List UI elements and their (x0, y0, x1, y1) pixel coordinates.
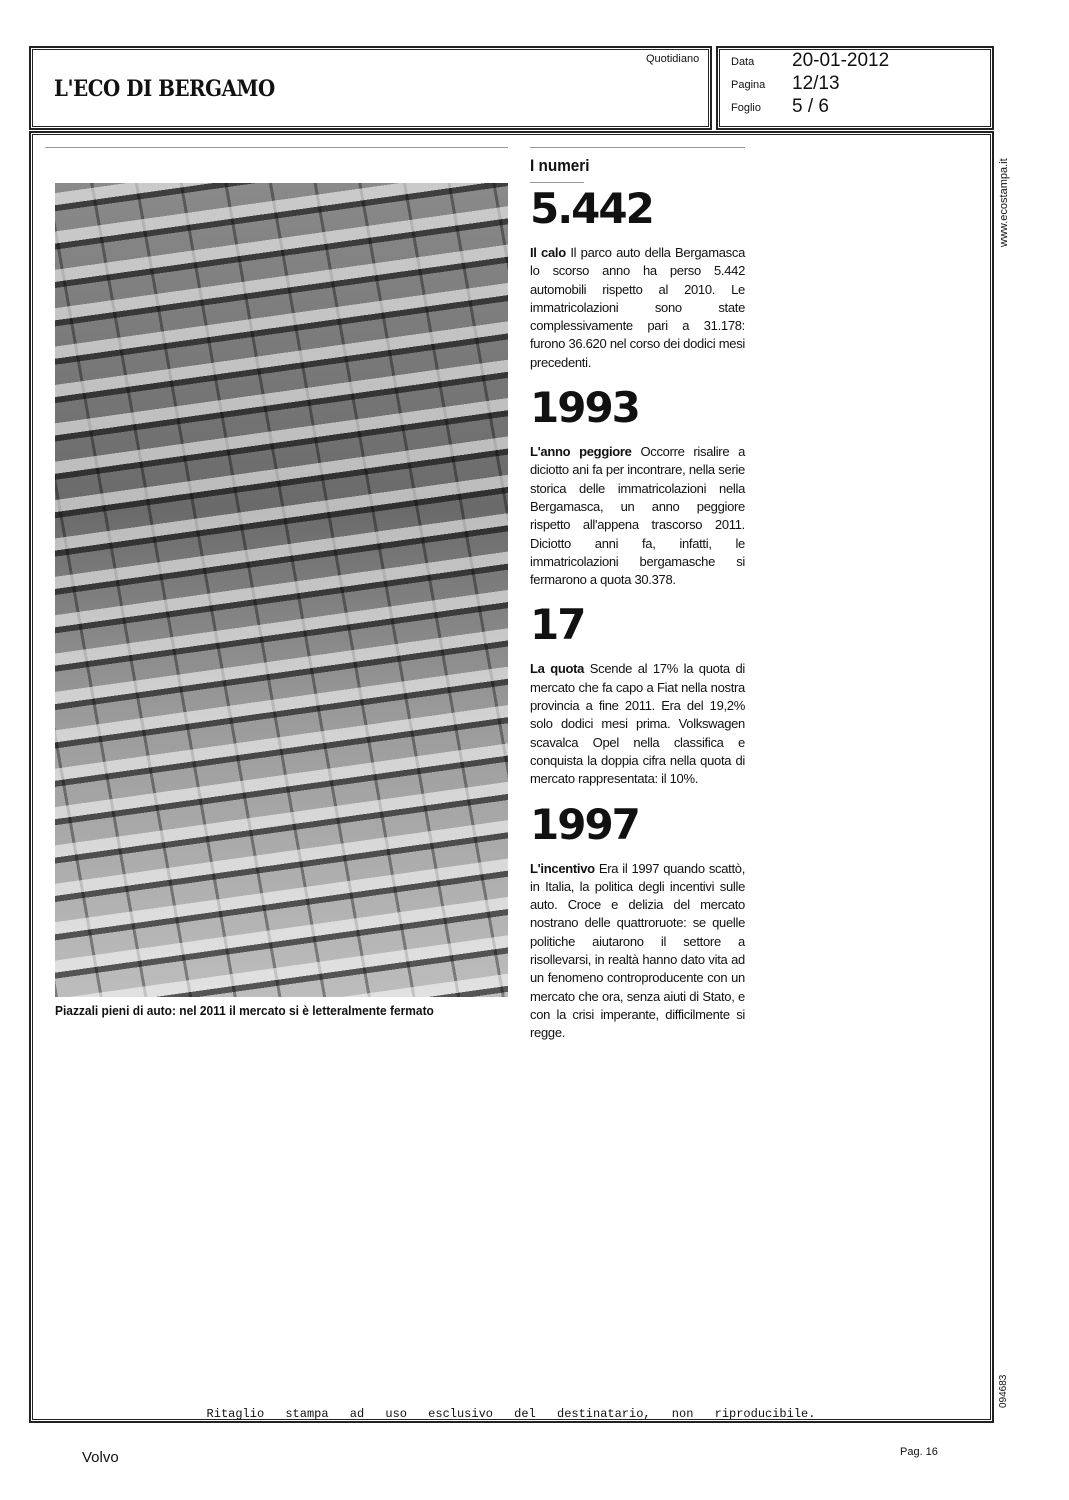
item-lead: L'incentivo (530, 860, 595, 876)
number-item (530, 799, 746, 1043)
big-number: 17 (530, 600, 585, 650)
footer-page: Pag. 16 (900, 1446, 938, 1458)
sheet-value: 5 / 6 (792, 96, 829, 117)
big-number: 1993 (530, 383, 639, 433)
number-item (530, 184, 746, 372)
big-number: 1997 (530, 799, 639, 849)
date-label: Data (731, 56, 755, 68)
big-number: 5.442 (530, 184, 653, 233)
numbers-column (530, 147, 745, 1051)
item-lead: Il calo (530, 245, 566, 260)
number-item (530, 600, 746, 788)
side-website: www.ecostampa.it (998, 158, 1010, 247)
newspaper-logo: L'ECO DI BERGAMO (54, 76, 275, 102)
footer-brand: Volvo (82, 1449, 119, 1466)
date-value: 20-01-2012 (792, 50, 890, 71)
item-text: Il parco auto della Bergamasca lo scorso anno ha perso 5.442 automobili rispetto al 2010. Le immatricolazioni sono state complessivamente pari a 31.178: furono 36.620 nel corso dei dodici mesi precedenti. (530, 245, 746, 370)
sheet-label: Foglio (731, 102, 761, 114)
item-text: Scende al 17% la quota di mercato che fa capo a Fiat nella nostra provincia a fine 2011. Era del 19,2% solo dodici mesi prima. Volkswagen scavalca Opel nella classifica e conquista la doppia cifra nella quota di mercato rappresentata: il 10%. (530, 661, 746, 787)
page-label: Pagina (731, 79, 766, 91)
divider (45, 147, 508, 148)
item-text: Era il 1997 quando scattò, in Italia, la politica degli incentivi sulle auto. Croce e delizia del mercato nostrano delle quattroruote: se quelle politiche aiutarono il settore a risollevarsi, in realtà hanno dato vita ad un fenomeno controproducente con un mercato che ora, senza aiuti di Stato, e con la crisi imperante, difficilmente si regge. (530, 860, 746, 1041)
title-underline (530, 182, 584, 183)
side-code: 094683 (998, 1374, 1009, 1408)
page-value: 12/13 (792, 73, 840, 94)
number-item (530, 383, 746, 589)
divider (530, 147, 745, 148)
item-lead: L'anno peggiore (530, 444, 632, 460)
disclaimer: Ritaglio stampa ad uso esclusivo del destinatario, non riproducibile. (206, 1407, 816, 1421)
parked-cars-photo (55, 183, 508, 997)
photo-caption: Piazzali pieni di auto: nel 2011 il mercato si è letteralmente fermato (55, 1003, 434, 1018)
item-lead: La quota (530, 661, 585, 677)
frequency-label: Quotidiano (646, 53, 700, 65)
column-title: I numeri (530, 156, 590, 175)
item-text: Occorre risalire a diciotto ani fa per incontrare, nella serie storica delle immatricolazioni nella Bergamasca, un anno peggiore rispetto all'appena trascorso 2011. Diciotto anni fa, infatti, le immatricolazioni bergamasche si fermarono a quota 30.378. (530, 444, 746, 588)
